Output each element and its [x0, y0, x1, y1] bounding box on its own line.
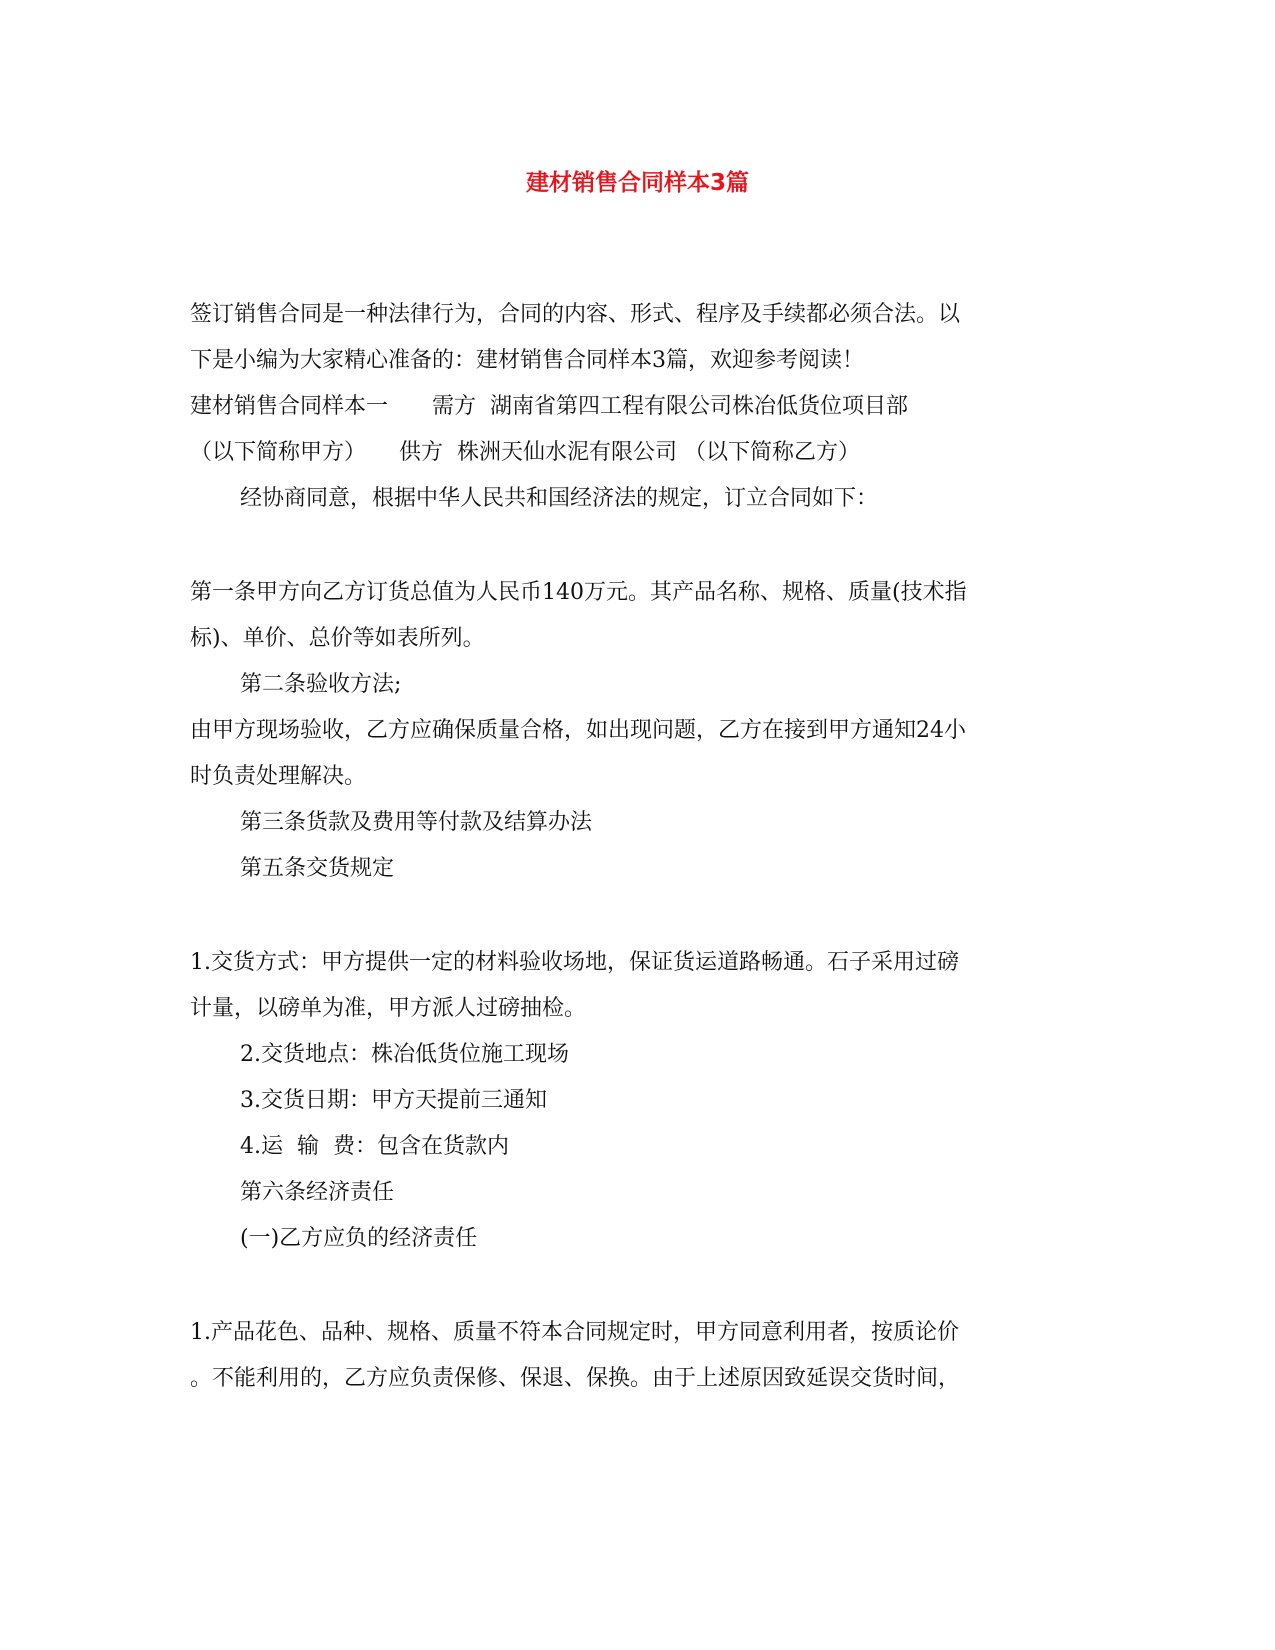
document-title: 建材销售合同样本3篇: [525, 170, 749, 196]
paragraph-line: (一)乙方应负的经济责任: [240, 1226, 478, 1251]
paragraph-line: 下是小编为大家精心准备的：建材销售合同样本3篇，欢迎参考阅读！: [190, 348, 864, 373]
paragraph-line: 4.运 输 费：包含在货款内: [240, 1134, 509, 1159]
paragraph-line: （以下简称甲方） 供方 株洲天仙水泥有限公司 （以下简称乙方）: [190, 440, 860, 465]
paragraph-line: 第六条经济责任: [240, 1180, 395, 1205]
paragraph-line: 由甲方现场验收，乙方应确保质量合格，如出现问题，乙方在接到甲方通知24小: [190, 718, 966, 743]
paragraph-line: 第五条交货规定: [240, 856, 395, 881]
paragraph-line: 3.交货日期：甲方天提前三通知: [240, 1088, 547, 1113]
paragraph-line: 时负责处理解决。: [190, 764, 367, 789]
paragraph-line: 2.交货地点：株冶低货位施工现场: [240, 1042, 569, 1067]
paragraph-line: 经协商同意，根据中华人民共和国经济法的规定，订立合同如下：: [240, 486, 879, 511]
paragraph-line: 第二条验收方法;: [240, 672, 402, 697]
paragraph-line: 。不能利用的，乙方应负责保修、保退、保换。由于上述原因致延误交货时间，: [190, 1366, 961, 1391]
paragraph-line: 1.交货方式：甲方提供一定的材料验收场地，保证货运道路畅通。石子采用过磅: [190, 950, 959, 975]
paragraph-line: 签订销售合同是一种法律行为，合同的内容、形式、程序及手续都必须合法。以: [190, 302, 961, 327]
paragraph-line: 标)、单价、总价等如表所列。: [190, 626, 485, 651]
paragraph-line: 计量，以磅单为准，甲方派人过磅抽检。: [190, 996, 587, 1021]
paragraph-line: 1.产品花色、品种、规格、质量不符本合同规定时，甲方同意利用者，按质论价: [190, 1320, 959, 1345]
paragraph-line: 第三条货款及费用等付款及结算办法: [240, 810, 593, 835]
paragraph-line: 第一条甲方向乙方订货总值为人民币140万元。其产品名称、规格、质量(技术指: [190, 580, 967, 605]
paragraph-line: 建材销售合同样本一 需方 湖南省第四工程有限公司株冶低货位项目部: [190, 394, 908, 419]
